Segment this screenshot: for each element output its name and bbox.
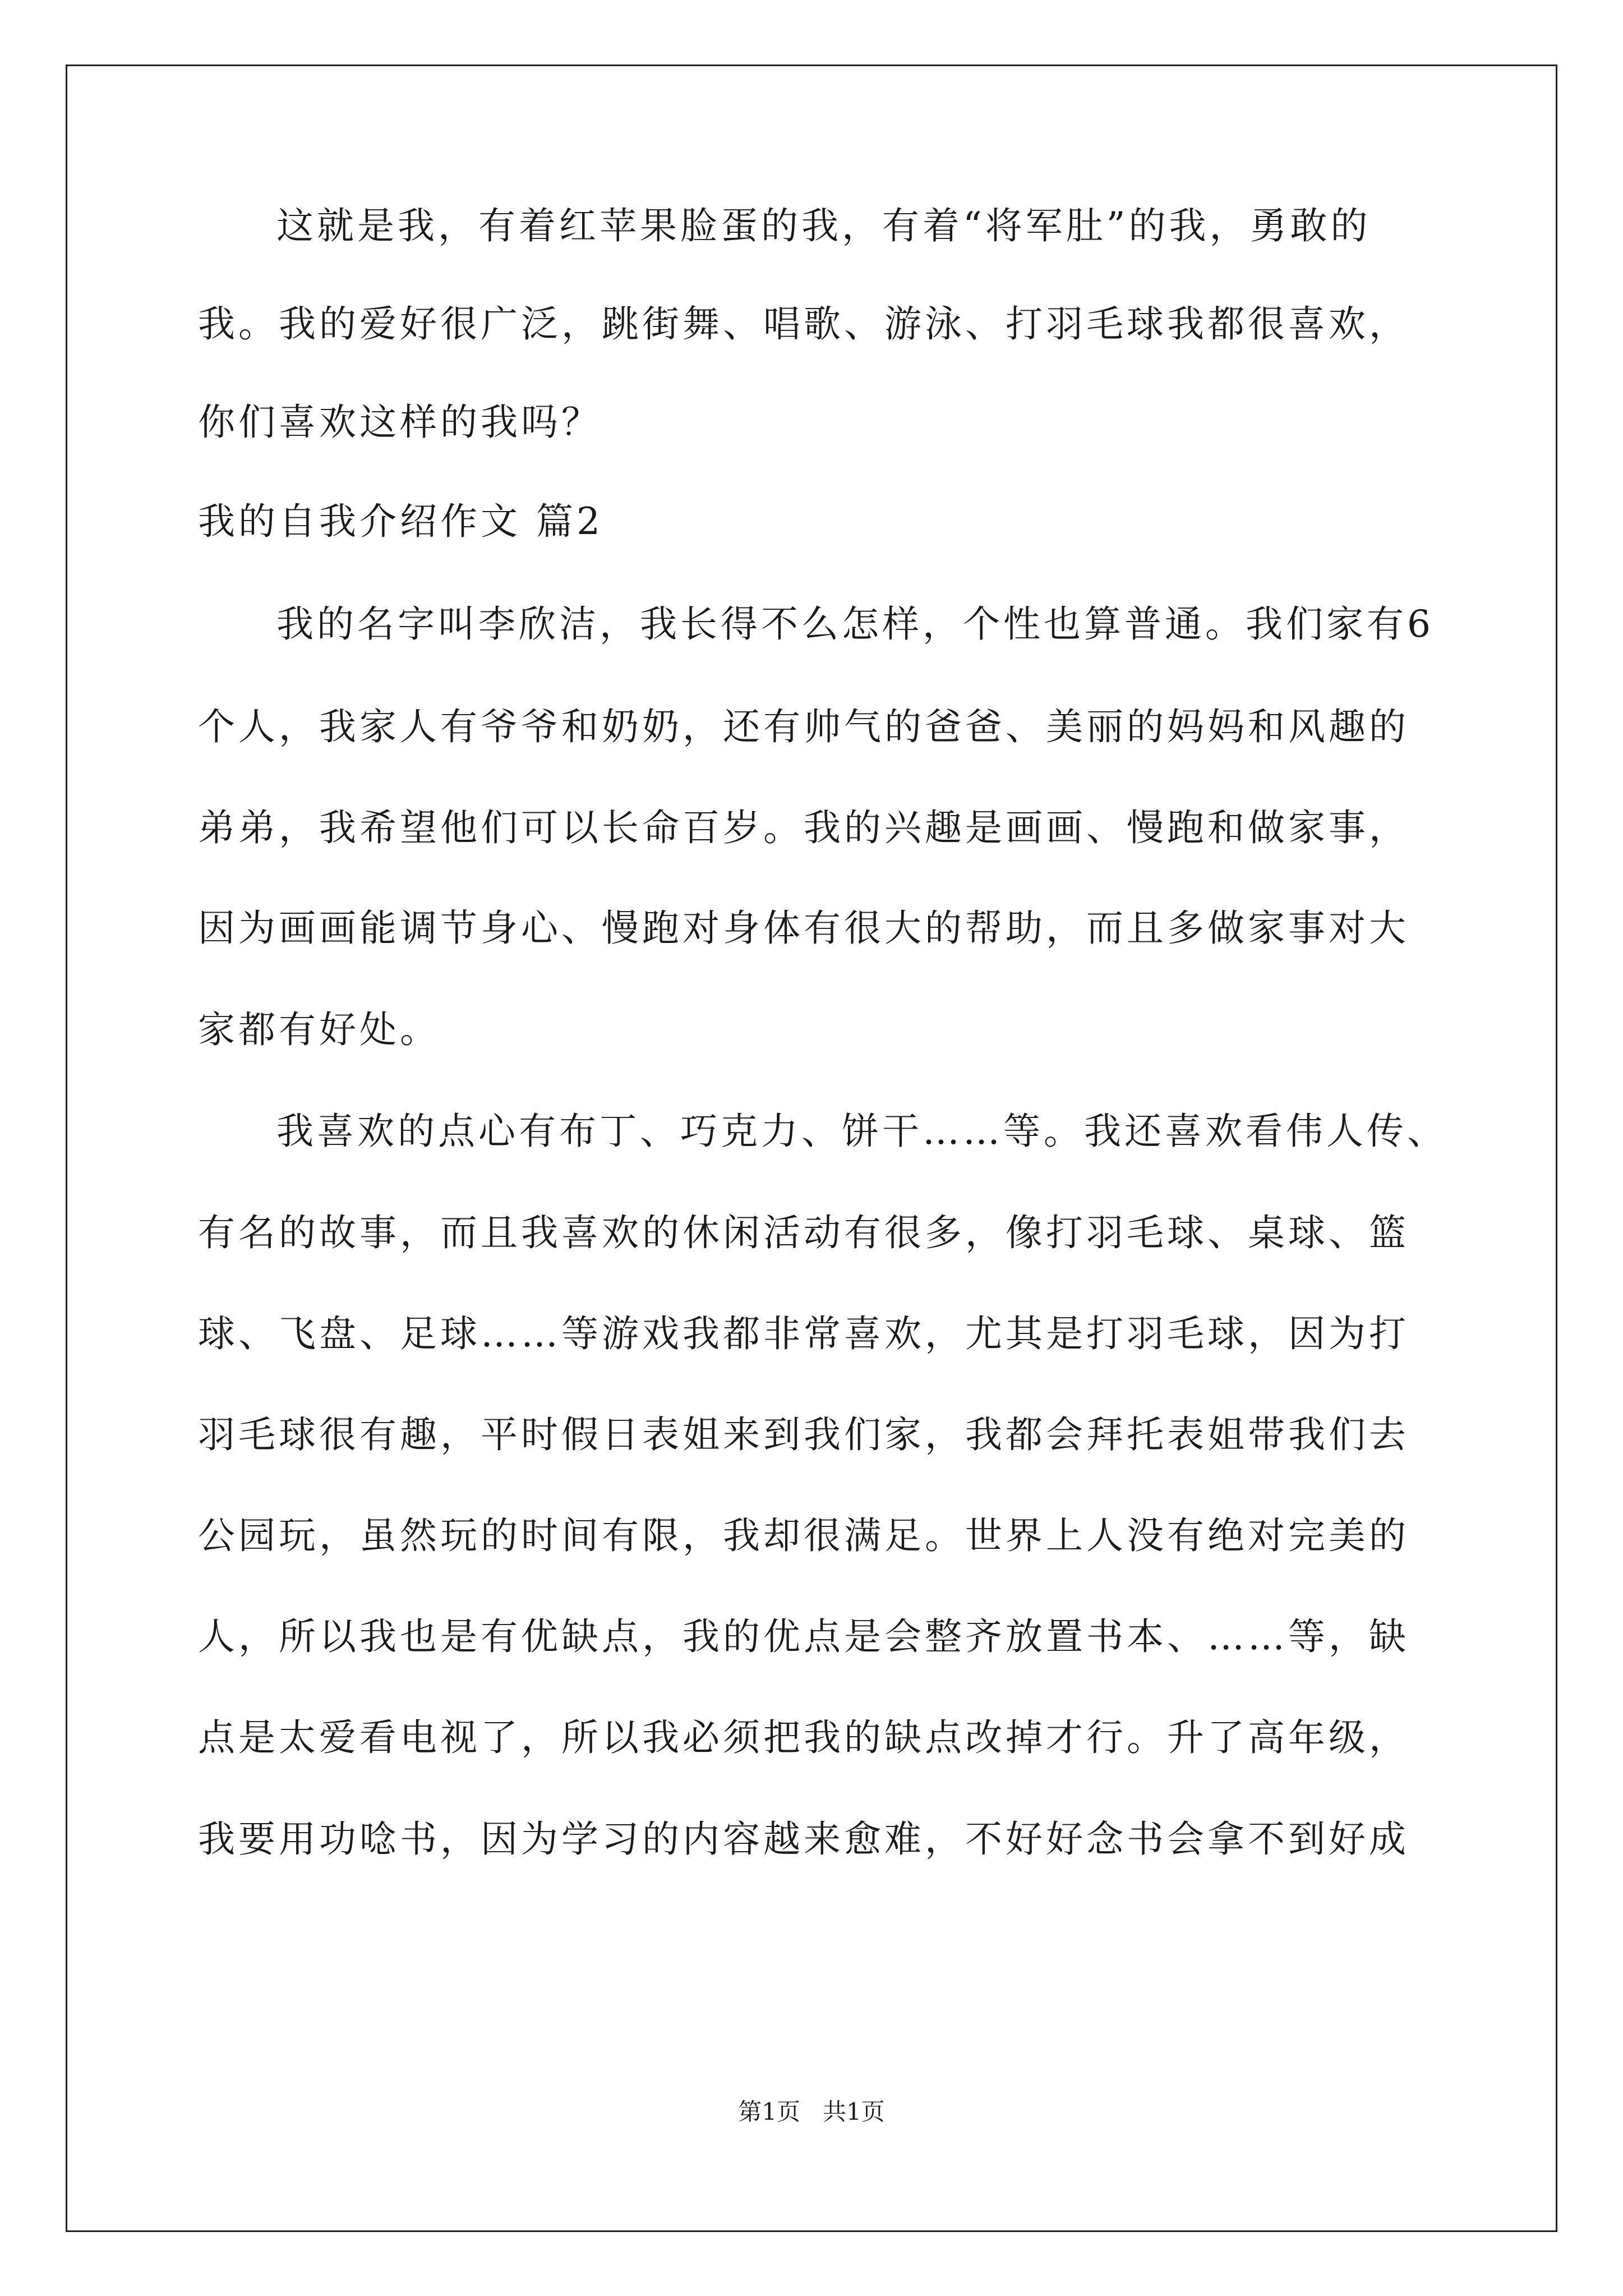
- paragraph-line: 家都有好处。: [198, 1008, 440, 1051]
- paragraph-line: 有名的故事，而且我喜欢的休闲活动有很多，像打羽毛球、桌球、篮: [198, 1211, 1409, 1254]
- paragraph-line: 我要用功唸书，因为学习的内容越来愈难，不好好念书会拿不到好成: [198, 1818, 1409, 1861]
- paragraph-line: 羽毛球很有趣，平时假日表姐来到我们家，我都会拜托表姐带我们去: [198, 1413, 1409, 1456]
- paragraph-line: 球、飞盘、足球……等游戏我都非常喜欢，尤其是打羽毛球，因为打: [198, 1312, 1409, 1355]
- paragraph-line: 你们喜欢这样的我吗？: [198, 401, 602, 444]
- page-footer: 第1页 共1页: [738, 2098, 885, 2125]
- paragraph-line: 点是太爱看电视了，所以我必须把我的缺点改掉才行。升了高年级，: [198, 1716, 1409, 1759]
- section-heading: 我的自我介绍作文 篇2: [198, 500, 603, 543]
- paragraph-line: 人，所以我也是有优缺点，我的优点是会整齐放置书本、……等，缺: [198, 1615, 1409, 1658]
- paragraph-line: 我的名字叫李欣洁，我长得不么怎样，个性也算普通。我们家有6: [276, 602, 1434, 646]
- paragraph-line: 公园玩，虽然玩的时间有限，我却很满足。世界上人没有绝对完美的: [198, 1514, 1409, 1557]
- paragraph-line: 我喜欢的点心有布丁、巧克力、饼干……等。我还喜欢看伟人传、: [276, 1110, 1447, 1153]
- paragraph-line: 弟弟，我希望他们可以长命百岁。我的兴趣是画画、慢跑和做家事，: [198, 806, 1409, 849]
- paragraph-line: 因为画画能调节身心、慢跑对身体有很大的帮助，而且多做家事对大: [198, 907, 1409, 950]
- paragraph-line: 我。我的爱好很广泛，跳街舞、唱歌、游泳、打羽毛球我都很喜欢，: [198, 302, 1409, 346]
- paragraph-line: 这就是我，有着红苹果脸蛋的我，有着“将军肚”的我，勇敢的: [276, 204, 1371, 247]
- paragraph-line: 个人，我家人有爷爷和奶奶，还有帅气的爸爸、美丽的妈妈和风趣的: [198, 705, 1409, 748]
